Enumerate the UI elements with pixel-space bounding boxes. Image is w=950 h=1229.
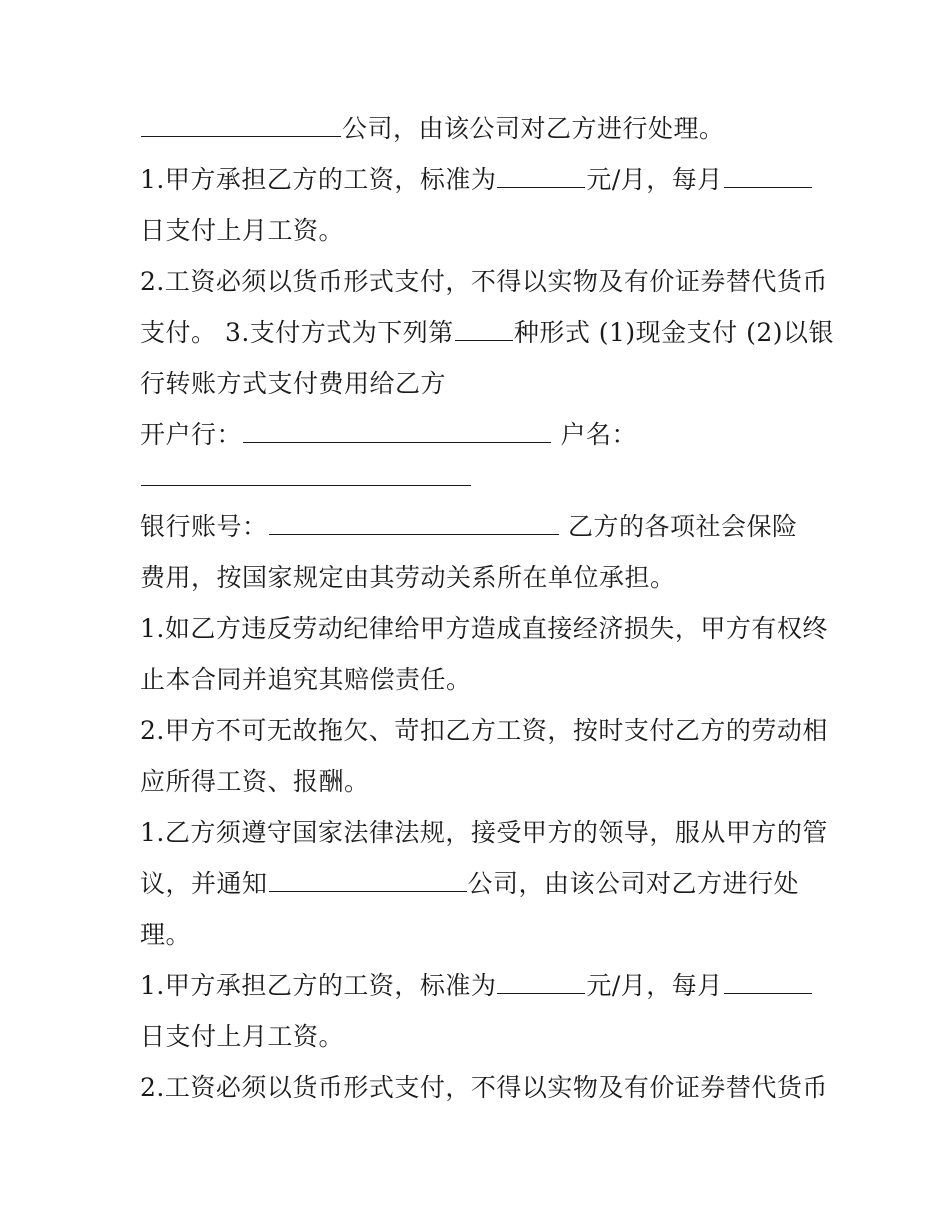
line-text: 日支付上月工资。 [140, 216, 345, 245]
line-text: 应所得工资、报酬。 [140, 767, 370, 796]
fill-in-blank[interactable] [141, 114, 341, 137]
line-text: 银行账号： [140, 512, 268, 541]
paragraph-line [140, 214, 810, 248]
paragraph-line [140, 867, 810, 901]
line-text: 2.工资必须以货币形式支付，不得以实物及有价证券替代货币 [140, 1073, 828, 1102]
line-text: 公司，由该公司对乙方进行处理。 [342, 114, 725, 143]
line-text: 1.甲方承担乙方的工资，标准为 [140, 165, 497, 194]
line-text: 日支付上月工资。 [140, 1022, 345, 1051]
line-text: 1.乙方须遵守国家法律法规，接受甲方的领导，服从甲方的管 [140, 818, 828, 847]
paragraph-line [140, 163, 810, 197]
salary-amount-blank[interactable] [497, 971, 585, 994]
paragraph-line [140, 367, 810, 401]
line-text: 元/月，每月 [586, 165, 723, 194]
payment-method-blank[interactable] [455, 318, 513, 341]
pay-day-blank[interactable] [724, 165, 812, 188]
line-text: 行转账方式支付费用给乙方 [140, 369, 447, 398]
line-text: 2.甲方不可无故拖欠、苛扣乙方工资，按时支付乙方的劳动相 [140, 716, 828, 745]
paragraph-line [140, 969, 810, 1003]
paragraph-line [140, 316, 835, 350]
line-text: 1.甲方承担乙方的工资，标准为 [140, 971, 497, 1000]
pay-day-blank[interactable] [724, 971, 812, 994]
paragraph-line [140, 816, 828, 850]
line-text: 理。 [140, 920, 192, 949]
line-text: 1.如乙方违反劳动纪律给甲方造成直接经济损失，甲方有权终 [140, 614, 828, 643]
bank-account-blank[interactable] [269, 512, 559, 535]
paragraph-line [140, 510, 810, 544]
company-name-blank[interactable] [269, 869, 467, 892]
paragraph-line [140, 714, 828, 748]
line-text: 户名： [552, 420, 637, 449]
paragraph-line [140, 663, 810, 697]
paragraph-line [140, 765, 810, 799]
paragraph-line [140, 918, 810, 952]
line-text: 支付。 3.支付方式为下列第 [140, 318, 454, 347]
account-name-blank[interactable] [141, 463, 471, 486]
line-text: 2.工资必须以货币形式支付，不得以实物及有价证券替代货币 [140, 267, 828, 296]
paragraph-line [140, 1020, 810, 1054]
line-text: 费用，按国家规定由其劳动关系所在单位承担。 [140, 563, 676, 592]
line-text: 元/月，每月 [586, 971, 723, 1000]
paragraph-line [140, 418, 810, 452]
line-text: 乙方的各项社会保险 [559, 512, 798, 541]
line-text: 开户行： [140, 420, 243, 449]
paragraph-line [140, 112, 810, 146]
paragraph-line [140, 461, 810, 495]
paragraph-line [140, 612, 828, 646]
line-text: 种形式 (1)现金支付 (2)以银 [513, 318, 835, 347]
salary-amount-blank[interactable] [497, 165, 585, 188]
line-text: 议，并通知 [140, 869, 268, 898]
line-text: 止本合同并追究其赔偿责任。 [140, 665, 472, 694]
line-text: 公司，由该公司对乙方进行处 [467, 869, 800, 898]
paragraph-line [140, 1071, 828, 1105]
paragraph-line [140, 561, 810, 595]
paragraph-line [140, 265, 828, 299]
bank-branch-blank[interactable] [243, 420, 551, 443]
